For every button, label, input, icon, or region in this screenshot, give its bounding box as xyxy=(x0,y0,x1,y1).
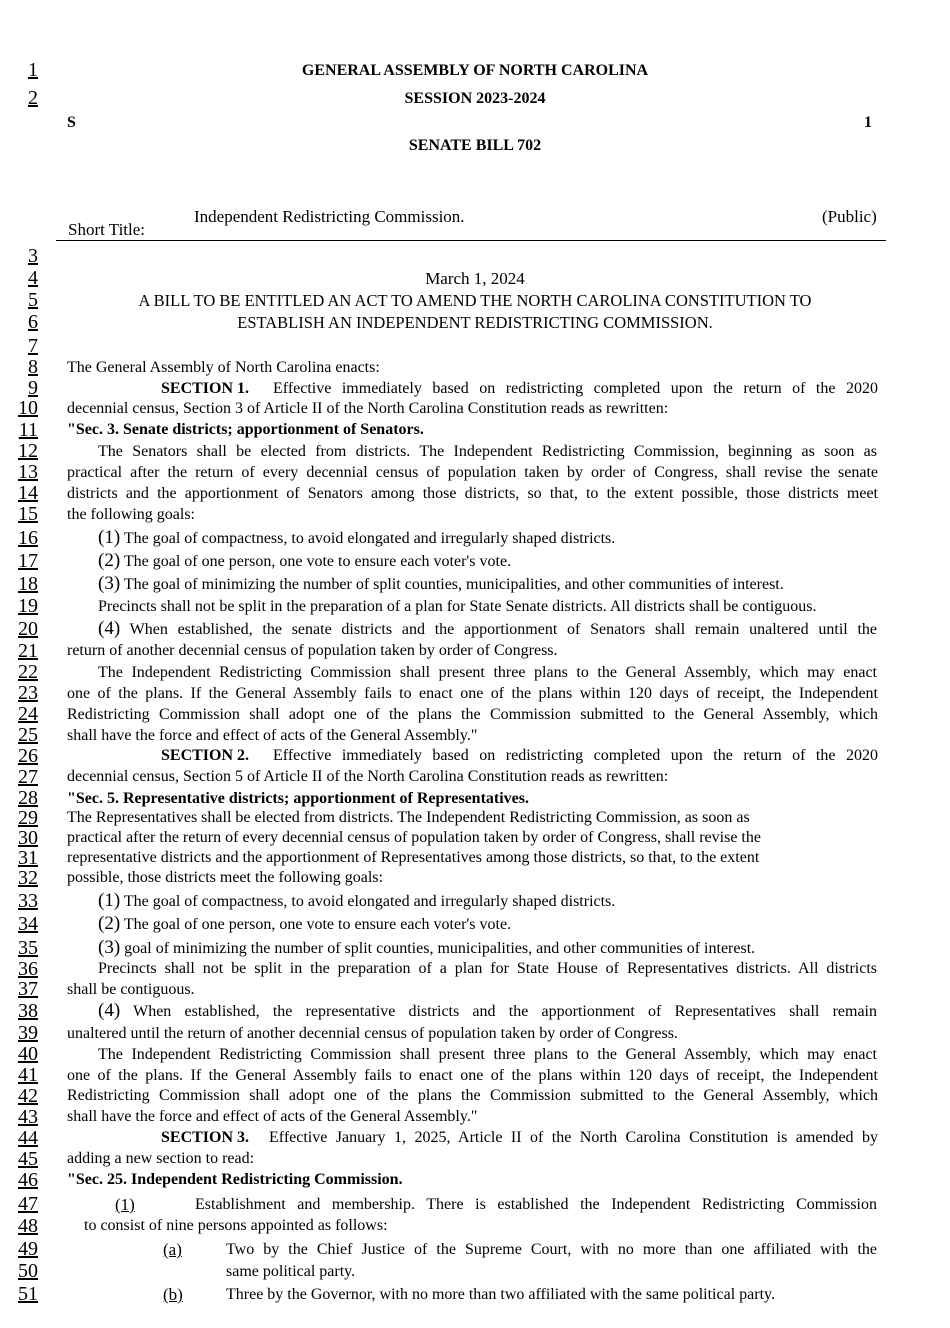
goal-text: When established, the representative districts and the apportionment of Representatives shall remain xyxy=(133,1003,877,1020)
goal-item xyxy=(98,574,784,594)
line-number: 22 xyxy=(18,661,38,683)
sec-5-para-line: representative districts and the apportionment of Representatives among those districts, so that, to the extent xyxy=(67,849,760,866)
plans-para-line: one of the plans. If the General Assembly fails to enact one of the plans within 120 days of receipt, the Independent xyxy=(67,1067,878,1084)
line-number: 27 xyxy=(18,766,38,788)
plans-para-line: Redistricting Commission shall adopt one of the plans the Commission submitted to the General Assembly, which xyxy=(67,706,878,723)
precinct-text: Precincts shall not be split in the preparation of a plan for State Senate districts. All districts shall be contiguous. xyxy=(98,598,817,615)
line-number: 32 xyxy=(18,867,38,889)
line-number: 36 xyxy=(18,958,38,980)
short-title-label: Short Title: xyxy=(68,220,146,239)
line-number: 2 xyxy=(28,87,38,109)
goal-item xyxy=(98,938,755,958)
line-number: 4 xyxy=(28,267,38,289)
goal-text: The goal of minimizing the number of split counties, municipalities, and other communities of interest. xyxy=(123,576,784,593)
line-number: 24 xyxy=(18,703,38,725)
line-number: 49 xyxy=(18,1238,38,1260)
goal-item xyxy=(98,551,511,571)
subdivision-text-continued: same political party. xyxy=(226,1263,356,1280)
line-number: 50 xyxy=(18,1260,38,1282)
line-number: 9 xyxy=(28,377,38,399)
section-1-label: SECTION 1. xyxy=(161,380,250,397)
line-number: 8 xyxy=(28,356,38,378)
sec-5-heading: "Sec. 5. Representative districts; apportionment of Representatives. xyxy=(67,790,529,807)
line-number: 38 xyxy=(18,1000,38,1022)
bill-number: SENATE BILL 702 xyxy=(408,137,542,154)
line-number: 30 xyxy=(18,827,38,849)
line-number: 1 xyxy=(28,59,38,81)
line-number: 45 xyxy=(18,1148,38,1170)
line-number: 42 xyxy=(18,1085,38,1107)
line-number: 31 xyxy=(18,847,38,869)
sec-3-heading: "Sec. 3. Senate districts; apportionment of Senators. xyxy=(67,421,424,438)
sec-25-heading: "Sec. 25. Independent Redistricting Commission. xyxy=(67,1171,403,1188)
line-number: 6 xyxy=(28,311,38,333)
bill-date: March 1, 2024 xyxy=(425,269,525,288)
plans-para-line: Redistricting Commission shall adopt one of the plans the Commission submitted to the General Assembly, which xyxy=(67,1087,878,1104)
subsection-text: Establishment and membership. There is established the Independent Redistricting Commission xyxy=(195,1196,877,1213)
goal-text: The goal of compactness, to avoid elongated and irregularly shaped districts. xyxy=(123,530,616,547)
sec-5-para-line: possible, those districts meet the following goals: xyxy=(67,869,383,886)
line-number: 18 xyxy=(18,573,38,595)
goal-text: When established, the senate districts and the apportionment of Senators shall remain unaltered until the xyxy=(129,621,878,638)
goal-number: (2) xyxy=(98,913,121,934)
subsection-number: (1) xyxy=(115,1195,135,1214)
goal-text: goal of minimizing the number of split counties, municipalities, and other communities of interest. xyxy=(124,940,756,957)
short-title-value: Independent Redistricting Commission. xyxy=(194,207,465,226)
line-number: 23 xyxy=(18,682,38,704)
goal-item xyxy=(98,891,615,911)
sec-3-para-line: districts and the apportionment of Senators among those districts, so that, to the extent possible, those districts meet xyxy=(67,485,878,502)
assembly-heading: GENERAL ASSEMBLY OF NORTH CAROLINA xyxy=(301,62,649,79)
plans-para-line: The Independent Redistricting Commission shall present three plans to the General Assembly, which may enact xyxy=(98,1046,877,1063)
line-number: 44 xyxy=(18,1127,38,1149)
chamber-code: S xyxy=(67,114,76,131)
sec-5-para-line: The Representatives shall be elected from districts. The Independent Redistricting Commission, as soon as xyxy=(67,809,750,826)
section-3-label: SECTION 3. xyxy=(161,1129,250,1146)
line-number: 35 xyxy=(18,937,38,959)
line-number: 19 xyxy=(18,595,38,617)
line-number: 3 xyxy=(28,245,38,267)
goal-text: The goal of compactness, to avoid elongated and irregularly shaped districts. xyxy=(123,893,616,910)
section-3-text-a: Effective January 1, 2025, Article II of the North Carolina Constitution is amended by xyxy=(269,1129,878,1146)
plans-para-line: shall have the force and effect of acts of the General Assembly." xyxy=(67,727,478,744)
line-number: 47 xyxy=(18,1193,38,1215)
section-2-label: SECTION 2. xyxy=(161,747,250,764)
bill-type: (Public) xyxy=(822,207,877,226)
goal-number: (4) xyxy=(98,618,121,639)
line-number: 5 xyxy=(28,289,38,311)
sec-3-para-line: practical after the return of every decennial census of population taken by order of Congress, shall revise the senate xyxy=(67,464,878,481)
line-number: 12 xyxy=(18,440,38,462)
goal-item xyxy=(98,528,615,548)
goal-text-continued: return of another decennial census of population taken by order of Congress. xyxy=(67,642,558,659)
goal-item xyxy=(98,1001,877,1021)
bill-caption-line-2: ESTABLISH AN INDEPENDENT REDISTRICTING COMMISSION. xyxy=(237,313,713,332)
goal-number: (2) xyxy=(98,550,121,571)
subdivision-number: (a) xyxy=(163,1240,182,1259)
plans-para-line: shall have the force and effect of acts of the General Assembly." xyxy=(67,1108,478,1125)
goal-number: (1) xyxy=(98,890,121,911)
line-number: 20 xyxy=(18,618,38,640)
line-number: 21 xyxy=(18,640,38,662)
precinct-text-continued: shall be contiguous. xyxy=(67,981,195,998)
line-number: 46 xyxy=(18,1169,38,1191)
goal-number: (1) xyxy=(98,527,121,548)
plans-para-line: The Independent Redistricting Commission shall present three plans to the General Assembly, which may enact xyxy=(98,664,877,681)
sec-3-para-line: The Senators shall be elected from districts. The Independent Redistricting Commission, beginning as soon as xyxy=(98,443,877,460)
goal-number: (3) xyxy=(98,937,121,958)
line-number: 11 xyxy=(18,419,38,441)
section-1-text-a: Effective immediately based on redistricting completed upon the return of the 2020 xyxy=(273,380,878,397)
line-number: 26 xyxy=(18,745,38,767)
enacting-clause: The General Assembly of North Carolina enacts: xyxy=(67,359,380,376)
section-2-text-a: Effective immediately based on redistricting completed upon the return of the 2020 xyxy=(273,747,878,764)
goal-text: The goal of one person, one vote to ensure each voter's vote. xyxy=(123,553,512,570)
line-number: 16 xyxy=(18,527,38,549)
section-3-text-b: adding a new section to read: xyxy=(67,1150,255,1167)
section-1-text-b: decennial census, Section 3 of Article II of the North Carolina Constitution reads as rewritten: xyxy=(67,400,669,417)
line-number: 48 xyxy=(18,1215,38,1237)
line-number: 28 xyxy=(18,787,38,809)
goal-number: (4) xyxy=(98,1000,121,1021)
goal-number: (3) xyxy=(98,573,121,594)
line-number: 40 xyxy=(18,1043,38,1065)
sec-3-para-line: the following goals: xyxy=(67,506,195,523)
subdivision-number: (b) xyxy=(163,1285,183,1304)
section-2-text-b: decennial census, Section 5 of Article II of the North Carolina Constitution reads as rewritten: xyxy=(67,768,669,785)
line-number: 43 xyxy=(18,1106,38,1128)
subdivision-text: Three by the Governor, with no more than two affiliated with the same political party. xyxy=(226,1286,775,1303)
goal-text: The goal of one person, one vote to ensure each voter's vote. xyxy=(123,916,512,933)
line-number: 13 xyxy=(18,461,38,483)
line-number: 7 xyxy=(28,335,38,357)
goal-item xyxy=(98,619,877,639)
header-divider xyxy=(56,240,886,241)
line-number: 10 xyxy=(18,397,38,419)
subsection-text-continued: to consist of nine persons appointed as follows: xyxy=(84,1217,388,1234)
line-number: 37 xyxy=(18,978,38,1000)
line-number: 51 xyxy=(18,1283,38,1305)
precinct-text: Precincts shall not be split in the preparation of a plan for State House of Representatives districts. All districts xyxy=(98,960,877,977)
line-number: 33 xyxy=(18,890,38,912)
bill-caption-line-1: A BILL TO BE ENTITLED AN ACT TO AMEND THE NORTH CAROLINA CONSTITUTION TO xyxy=(138,291,812,310)
line-number: 34 xyxy=(18,913,38,935)
goal-text-continued: unaltered until the return of another decennial census of population taken by order of Congress. xyxy=(67,1025,678,1042)
line-number: 39 xyxy=(18,1022,38,1044)
sec-5-para-line: practical after the return of every decennial census of population taken by order of Congress, shall revise the xyxy=(67,829,761,846)
line-number: 41 xyxy=(18,1064,38,1086)
bill-version: 1 xyxy=(864,114,872,131)
line-number: 29 xyxy=(18,807,38,829)
line-number: 14 xyxy=(18,482,38,504)
subdivision-text: Two by the Chief Justice of the Supreme Court, with no more than one affiliated with the xyxy=(226,1241,877,1258)
goal-item xyxy=(98,914,511,934)
plans-para-line: one of the plans. If the General Assembly fails to enact one of the plans within 120 days of receipt, the Independent xyxy=(67,685,878,702)
line-number: 25 xyxy=(18,724,38,746)
session-heading: SESSION 2023-2024 xyxy=(404,90,546,107)
line-number: 17 xyxy=(18,550,38,572)
line-number: 15 xyxy=(18,503,38,525)
